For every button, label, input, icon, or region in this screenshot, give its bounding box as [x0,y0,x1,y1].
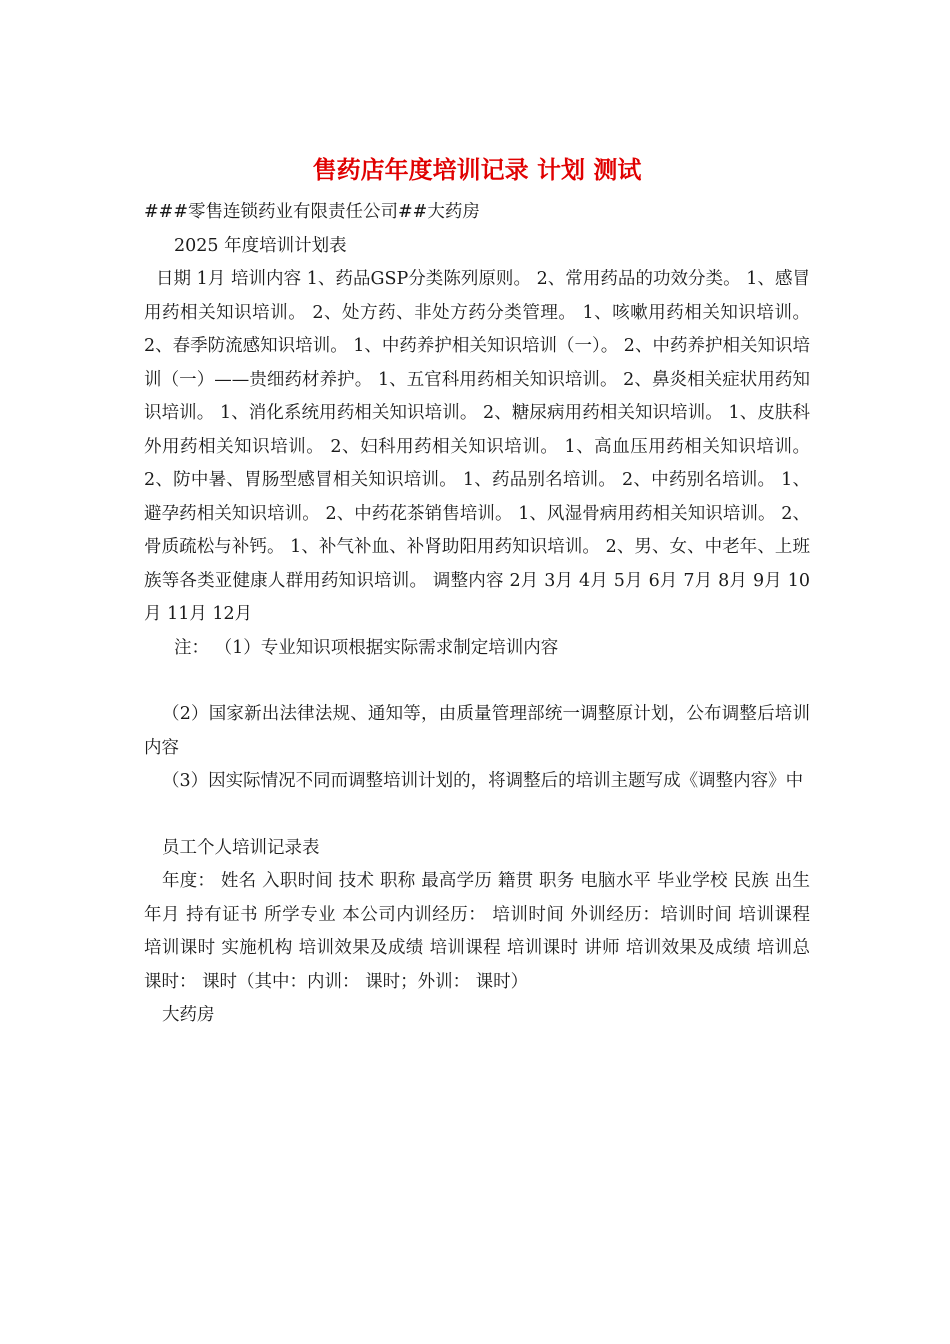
plan-body: 日期 1月 培训内容 1、药品GSP分类陈列原则。 2、常用药品的功效分类。 1、感冒用药相关知识培训。 2、处方药、非处方药分类管理。 1、咳嗽用药相关知识培训。 2、春季防流感知识培训。 1、中药养护相关知识培训（一）。 2、中药养护相关知识培训（一）——贵细药材养护。 1、五官科用药相关知识培训。 2、鼻炎相关症状用药知识培训。 1、消化系统用药相关知识培训。 2、糖尿病用药相关知识培训。 1、皮肤科外用药相关知识培训。 2、妇科用药相关知识培训。 1、高血压用药相关知识培训。 2、防中暑、胃肠型感冒相关知识培训。 1、药品别名培训。 2、中药别名培训。 1、避孕药相关知识培训。 2、中药花茶销售培训。 1、风湿骨病用药相关知识培训。 2、骨质疏松与补钙。 1、补气补血、补肾助阳用药知识培训。 2、男、女、中老年、上班族等各类亚健康人群用药知识培训。 调整内容 2月 3月 4月 5月 6月 7月 8月 9月 10月 11月 12月 [144,269,810,624]
footer-text: 大药房 [162,1005,215,1025]
document-page [144,150,810,1033]
document-title: 售药店年度培训记录 计划 测试 [312,156,642,184]
spacer [144,799,810,832]
note-3: （3）因实际情况不同而调整培训计划的，将调整后的培训主题写成《调整内容》中 [162,771,804,791]
spacer [144,665,810,698]
company-name: ###零售连锁药业有限责任公司##大药房 [144,202,480,222]
plan-heading: 2025 年度培训计划表 [174,235,347,256]
record-heading: 员工个人培训记录表 [162,837,320,858]
note-2: （2）国家新出法律法规、通知等，由质量管理部统一调整原计划，公布调整后培训内容 [144,704,810,758]
record-body: 年度： 姓名 入职时间 技术 职称 最高学历 籍贯 职务 电脑水平 毕业学校 民族 出生年月 持有证书 所学专业 本公司内训经历： 培训时间 外训经历：培训时间 培训课程 培训课时 实施机构 培训效果及成绩 培训课程 培训课时 讲师 培训效果及成绩 培训总课时： 课时（其中：内训： 课时；外训： 课时） [144,871,810,992]
note-1: 注： （1）专业知识项根据实际需求制定培训内容 [174,637,559,658]
